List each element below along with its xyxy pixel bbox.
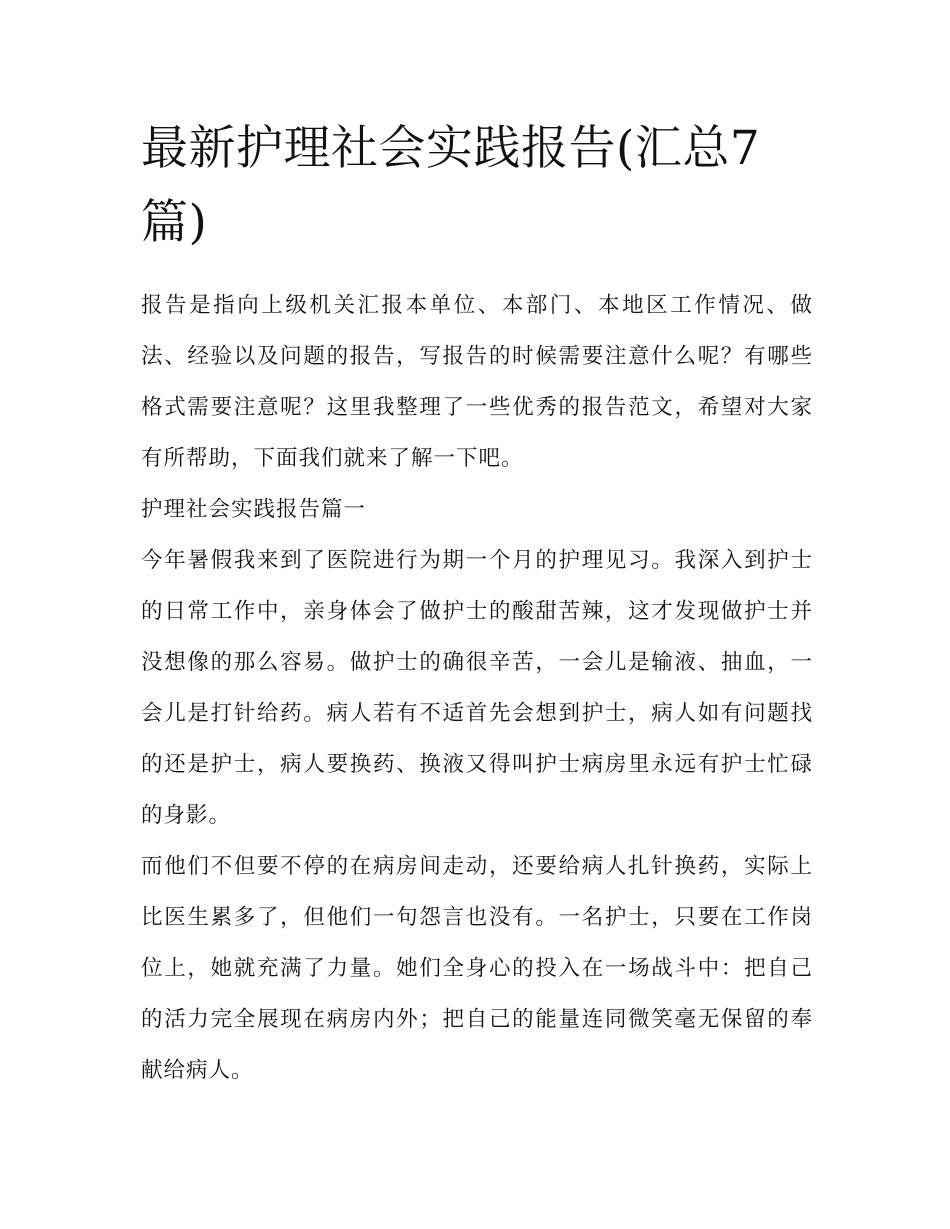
intro-paragraph: 报告是指向上级机关汇报本单位、本部门、本地区工作情况、做法、经验以及问题的报告，写报告的时候需要注意什么呢？有哪些格式需要注意呢？这里我整理了一些优秀的报告范文，希望对大家有所帮助，下面我们就来了解一下吧。 [141,293,813,471]
body-paragraph: 今年暑假我来到了医院进行为期一个月的护理见习。我深入到护士的日常工作中，亲身体会了做护士的酸甜苦辣，这才发现做护士并没想像的那么容易。做护士的确很辛苦，一会儿是输液、抽血，一会儿是打针给药。病人若有不适首先会想到护士，病人如有问题找的还是护士，病人要换药、换液又得叫护士病房里永远有护士忙碌的身影。 [141,548,813,828]
document-title: 最新护理社会实践报告(汇总7篇) [141,121,761,250]
document-body [141,280,813,1096]
section-heading: 护理社会实践报告篇一 [141,497,367,522]
body-paragraph: 而他们不但要不停的在病房间走动，还要给病人扎针换药，实际上比医生累多了，但他们一句怨言也没有。一名护士，只要在工作岗位上，她就充满了力量。她们全身心的投入在一场战斗中：把自己的活力完全展现在病房内外；把自己的能量连同微笑毫无保留的奉献给病人。 [141,854,813,1083]
